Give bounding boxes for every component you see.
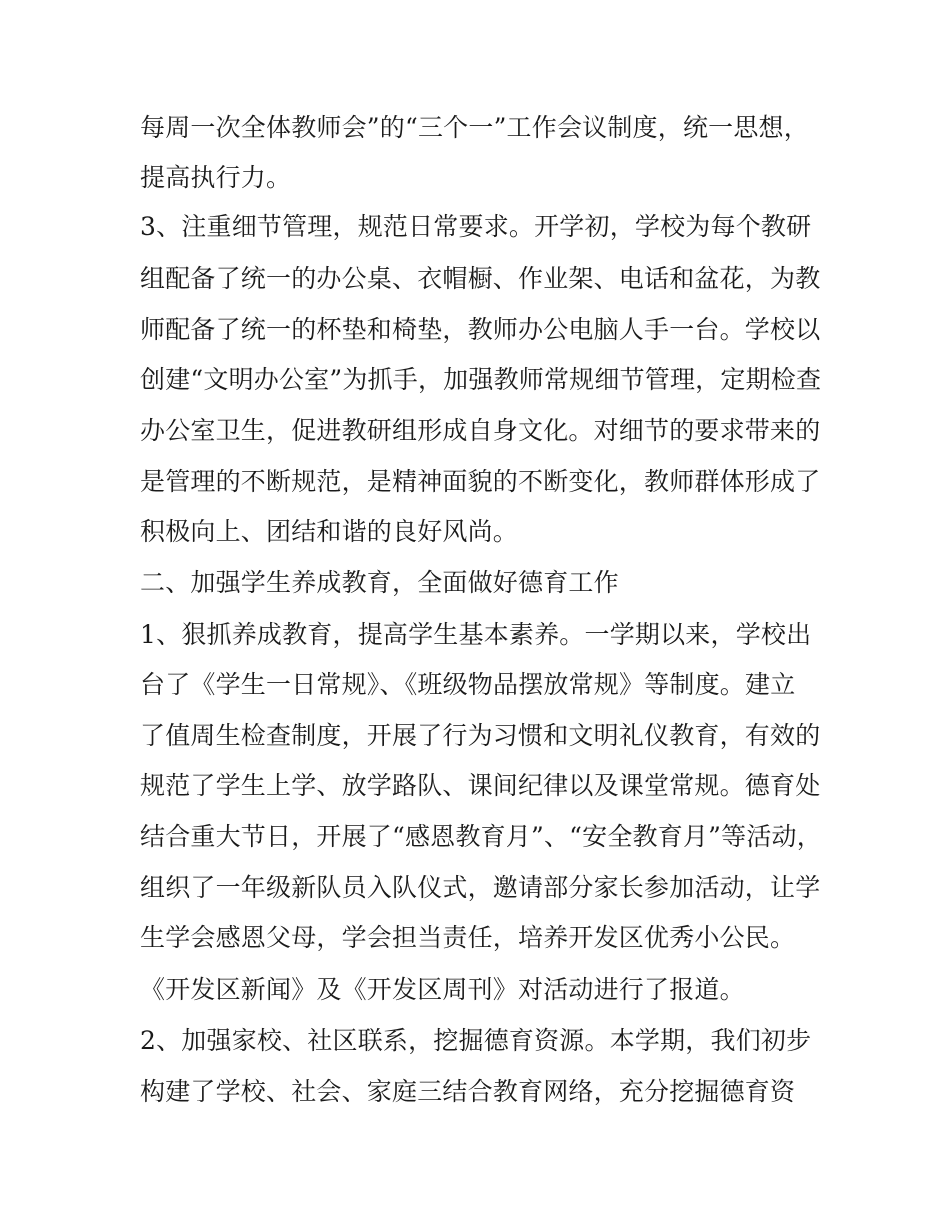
- text-line: 生学会感恩父母，学会担当责任，培养开发区优秀小公民。: [140, 923, 796, 952]
- text-line: 办公室卫生，促进教研组形成自身文化。对细节的要求带来的: [140, 416, 821, 445]
- text-line: 了值周生检查制度，开展了行为习惯和文明礼仪教育，有效的: [140, 721, 821, 750]
- text-line: 3、注重细节管理，规范日常要求。开学初，学校为每个教研: [140, 212, 812, 241]
- text-line: 台了《学生一日常规》、《班级物品摆放常规》等制度。建立: [140, 670, 796, 699]
- text-line: 2、加强家校、社区联系，挖掘德育资源。本学期，我们初步: [140, 1026, 812, 1055]
- text-line: 师配备了统一的杯垫和椅垫，教师办公电脑人手一台。学校以: [140, 315, 821, 344]
- text-line: 积极向上、团结和谐的良好风尚。: [140, 517, 519, 546]
- text-line: 规范了学生上学、放学路队、课间纪律以及课堂常规。德育处: [140, 771, 821, 800]
- text-line: 组织了一年级新队员入队仪式，邀请部分家长参加活动，让学: [140, 873, 821, 902]
- text-line: 每周一次全体教师会”的“三个一”工作会议制度，统一思想，: [140, 113, 809, 142]
- text-line: 构建了学校、社会、家庭三结合教育网络，充分挖掘德育资: [140, 1077, 796, 1106]
- text-line: 结合重大节日，开展了“感恩教育月”、“安全教育月”等活动，: [140, 822, 822, 851]
- text-line: 提高执行力。: [140, 163, 292, 192]
- text-line: 组配备了统一的办公桌、衣帽橱、作业架、电话和盆花，为教: [140, 264, 821, 293]
- text-line: 是管理的不断规范，是精神面貌的不断变化，教师群体形成了: [140, 467, 821, 496]
- text-line: 创建“文明办公室”为抓手，加强教师常规细节管理，定期检查: [140, 365, 822, 394]
- section-heading: 二、加强学生养成教育，全面做好德育工作: [140, 568, 619, 597]
- text-line: 《开发区新闻》及《开发区周刊》对活动进行了报道。: [140, 975, 745, 1004]
- text-line: 1、狠抓养成教育，提高学生基本素养。一学期以来，学校出: [140, 620, 812, 649]
